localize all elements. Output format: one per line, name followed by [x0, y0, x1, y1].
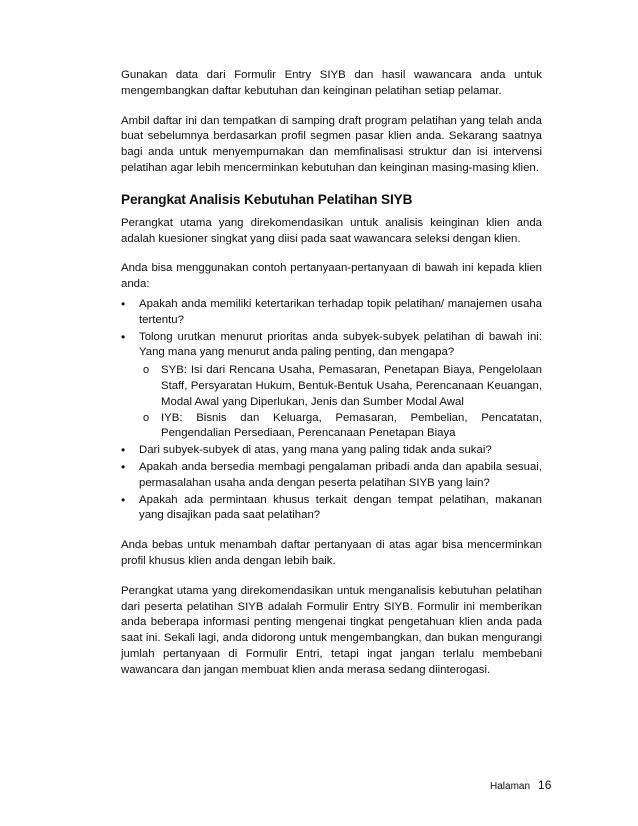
- sub-bullet-glyph: o: [143, 411, 150, 424]
- section-paragraph-2: Anda bisa menggunakan contoh pertanyaan-pertanyaan di bawah ini kepada klien anda:: [121, 262, 542, 291]
- list-item: [121, 493, 542, 525]
- bullet-glyph: •: [121, 443, 126, 458]
- intro-paragraph-2: Ambil daftar ini dan tempatkan di samping draft program pelatihan yang telah anda buat sebelumnya berdasarkan profil segmen pasar klien anda. Sekarang saatnya bagi anda untuk menyempurnakan dan memfinalisasi struktur dan isi intervensi pelatihan agar lebih mencerminkan kebutuhan dan keinginan masing-masing klien.: [121, 114, 542, 174]
- list-item: [121, 297, 542, 329]
- sub-list-item: [139, 411, 542, 443]
- page-number: 16: [538, 778, 552, 792]
- list-item: [121, 443, 542, 459]
- section-paragraph-3: Anda bebas untuk menambah daftar pertanyaan di atas agar bisa mencerminkan profil khusus klien anda dengan lebih baik.: [121, 539, 542, 567]
- footer-label: Halaman: [490, 781, 531, 792]
- section-heading: Perangkat Analisis Kebutuhan Pelatihan SIYB: [121, 191, 413, 207]
- sub-item-text: IYB: Bisnis dan Keluarga, Pemasaran, Pembelian, Pencatatan, Pengendalian Persediaan, Perencanaan Penetapan Biaya: [161, 411, 542, 440]
- list-item: [121, 330, 542, 443]
- sub-bullet-glyph: o: [143, 364, 150, 377]
- intro-paragraph-1: Gunakan data dari Formulir Entry SIYB dan hasil wawancara anda untuk mengembangkan daftar kebutuhan dan keinginan pelatihan setiap pelamar.: [121, 69, 542, 97]
- bullet-glyph: •: [121, 329, 126, 344]
- sub-list: [139, 363, 542, 442]
- bullet-glyph: •: [121, 492, 126, 507]
- question-text: Apakah anda memiliki ketertarikan terhadap topik pelatihan/ manajemen usaha tertentu?: [139, 297, 542, 326]
- section-paragraph-1: Perangkat utama yang direkomendasikan untuk analisis keinginan klien anda adalah kuesioner singkat yang diisi pada saat wawancara seleksi dengan klien.: [121, 216, 542, 245]
- sub-list-item: [139, 363, 542, 410]
- question-text: Apakah ada permintaan khusus terkait dengan tempat pelatihan, makanan yang disajikan pada saat pelatihan?: [139, 493, 542, 522]
- question-text: Dari subyek-subyek di atas, yang mana yang paling tidak anda sukai?: [139, 444, 492, 457]
- bullet-glyph: •: [121, 459, 126, 474]
- page-content: [121, 68, 542, 679]
- list-item: [121, 460, 542, 492]
- question-text: Tolong urutkan menurut prioritas anda subyek-subyek pelatihan di bawah ini: Yang mana yang menurut anda paling penting, dan mengapa?: [139, 330, 542, 359]
- section-paragraph-4: Perangkat utama yang direkomendasikan untuk menganalisis kebutuhan pelatihan dari peserta pelatihan SIYB adalah Formulir Entry SIYB. Formulir ini memberikan anda beberapa informasi penting mengenai tingkat pengetahuan klien anda pada saat ini. Sekali lagi, anda didorong untuk mengembangkan, dan bukan mengurangi jumlah pertanyaan di Formulir Entri, tetapi ingat jangan terlalu membebani wawancara dan jangan membuat klien anda merasa sedang diinterogasi.: [121, 584, 542, 676]
- question-text: Apakah anda bersedia membagi pengalaman pribadi anda dan apabila sesuai, permasalahan usaha anda dengan peserta pelatihan SIYB yang lain?: [139, 460, 542, 489]
- sub-item-text: SYB: Isi dari Rencana Usaha, Pemasaran, Penetapan Biaya, Pengelolaan Staff, Persyaratan Hukum, Bentuk-Bentuk Usaha, Perencanaan Keuangan, Modal Awal yang Diperlukan, Jenis dan Sumber Modal Awal: [161, 364, 542, 408]
- page-footer: [490, 778, 551, 792]
- question-list: [121, 297, 542, 524]
- bullet-glyph: •: [121, 296, 126, 311]
